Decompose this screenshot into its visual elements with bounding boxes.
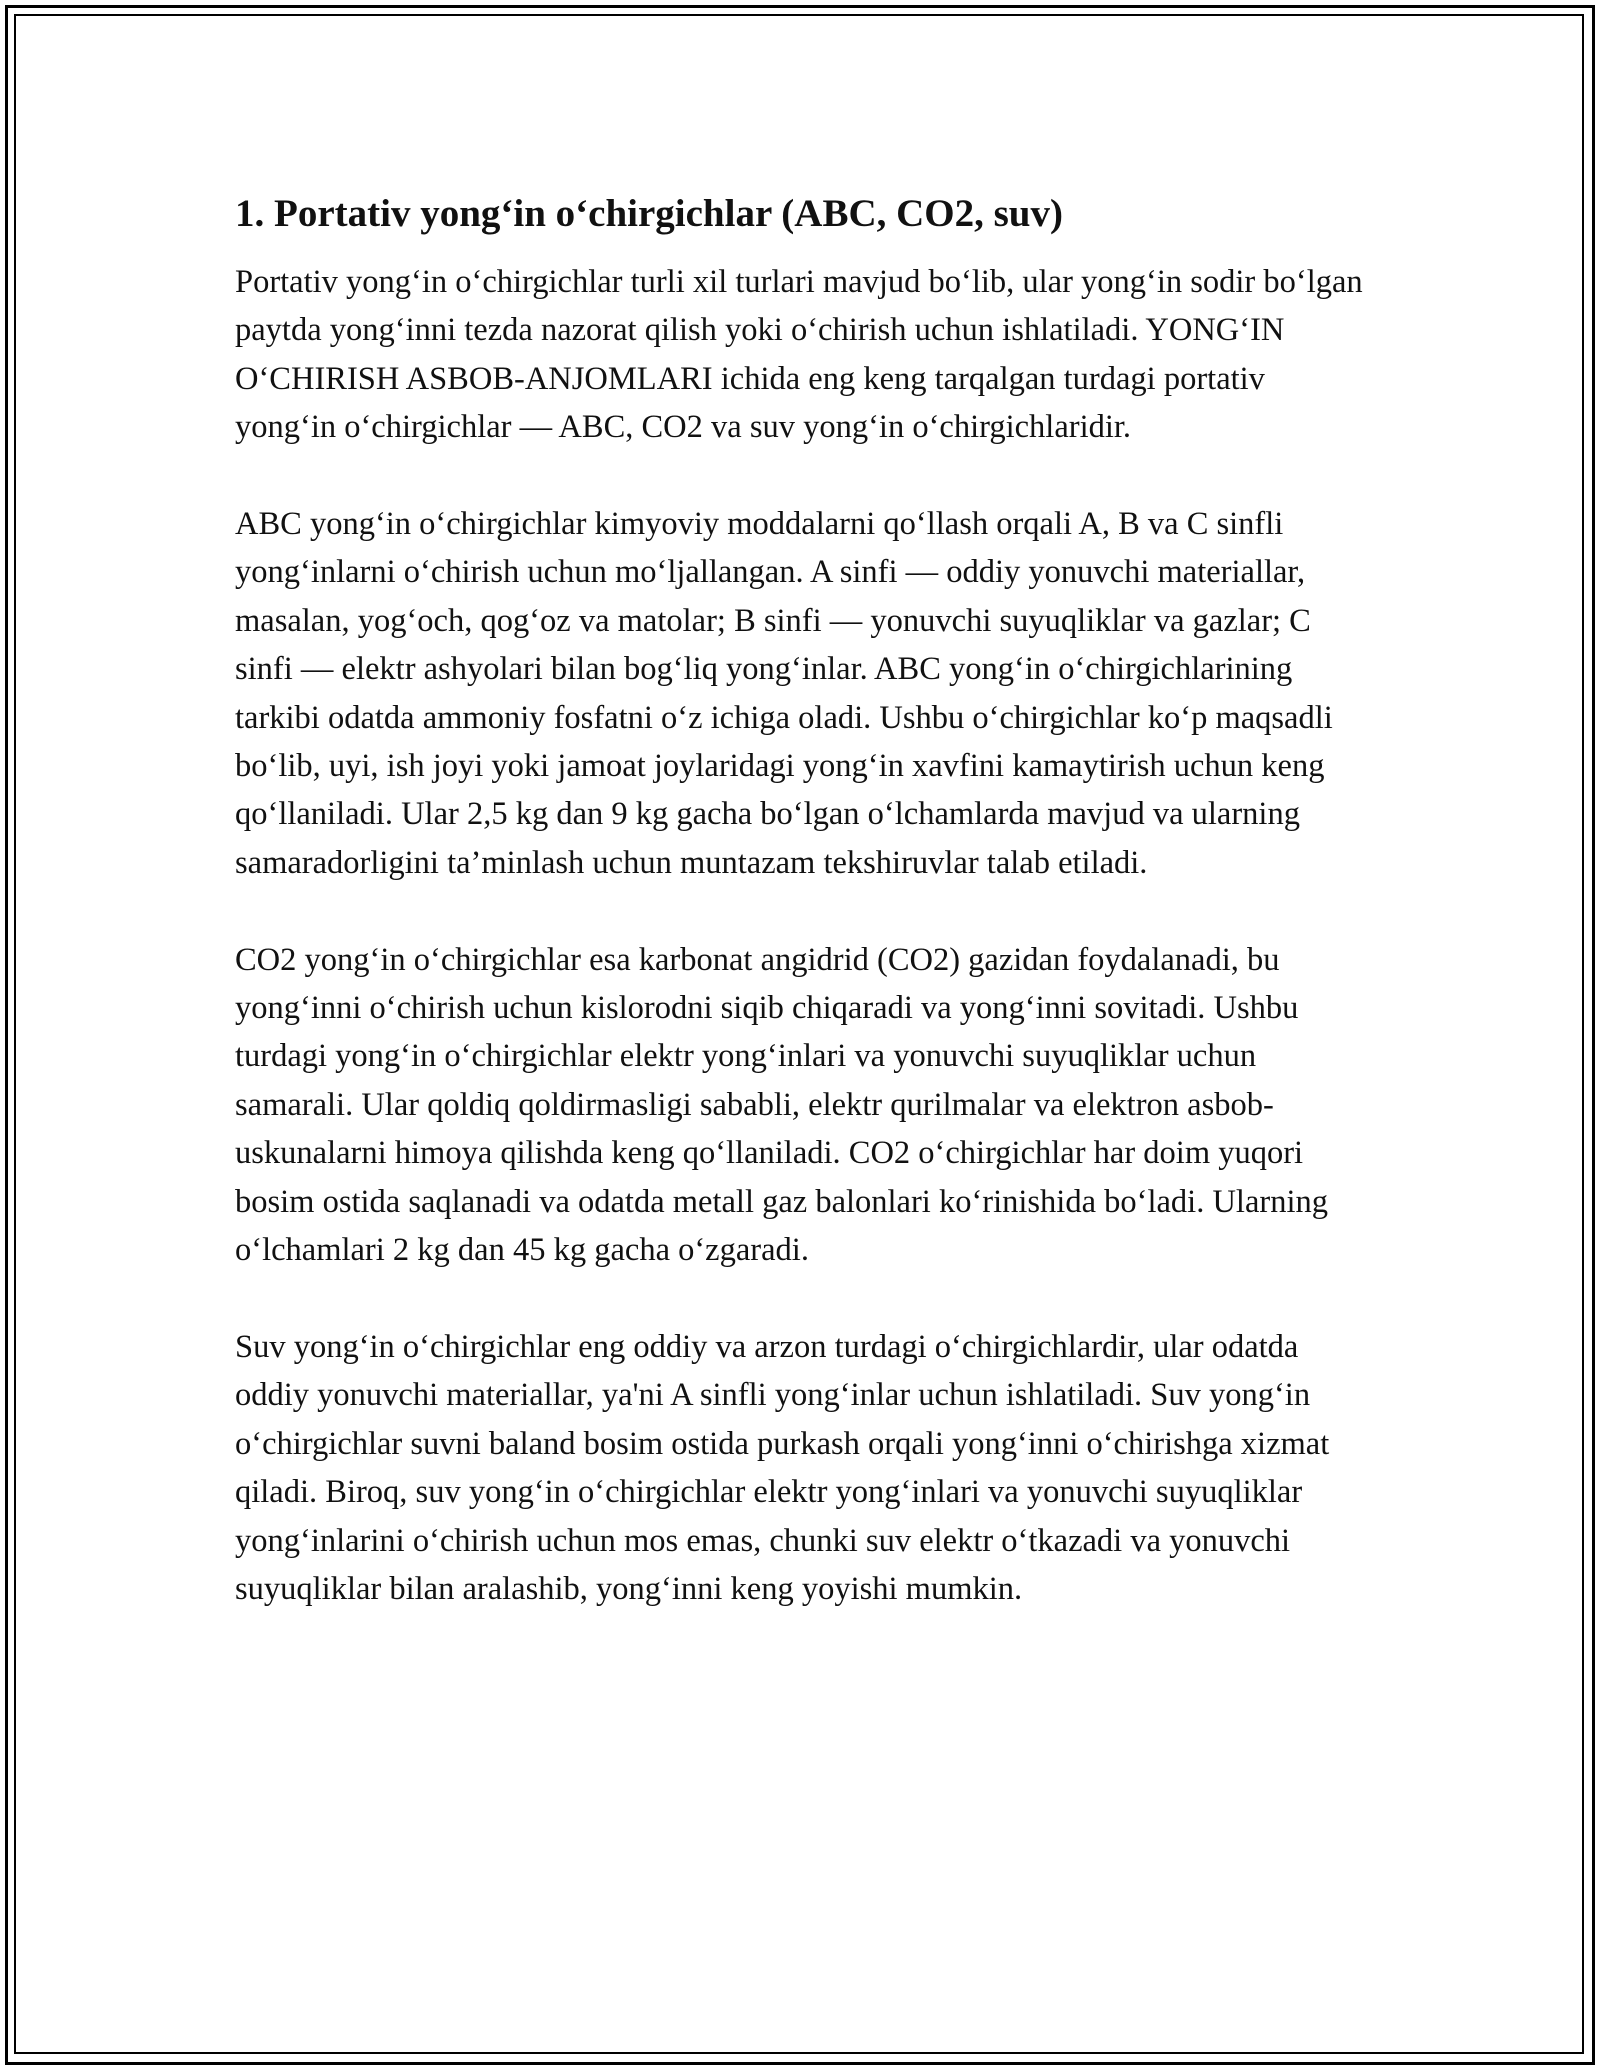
- paragraph-intro: Portativ yong‘in o‘chirgichlar turli xil turlari mavjud bo‘lib, ular yong‘in sodir bo‘lgan paytda yong‘inni tezda nazorat qilish yoki o‘chirish uchun ishlatiladi. YONG‘IN O‘CHIRISH ASBOB-ANJOMLARI ichida eng keng tarqalgan turdagi portativ yong‘in o‘chirgichlar — ABC, CO2 va suv yong‘in o‘chirgichlaridir.: [235, 264, 1363, 446]
- paragraph-water: Suv yong‘in o‘chirgichlar eng oddiy va arzon turdagi o‘chirgichlardir, ular odatda oddiy yonuvchi materiallar, ya'ni A sinfli yong‘inlar uchun ishlatiladi. Suv yong‘in o‘chirgichlar suvni baland bosim ostida purkash orqali yong‘inni o‘chirishga xizmat qiladi. Biroq, suv yong‘in o‘chirgichlar elektr yong‘inlari va yonuvchi suyuqliklar yong‘inlarini o‘chirish uchun mos emas, chunki suv elektr o‘tkazadi va yonuvchi suyuqliklar bilan aralashib, yong‘inni keng yoyishi mumkin.: [235, 1328, 1330, 1607]
- paragraph-abc: ABC yong‘in o‘chirgichlar kimyoviy moddalarni qo‘llash orqali A, B va C sinfli yong‘inlarni o‘chirish uchun mo‘ljallangan. A sinfi — oddiy yonuvchi materiallar, masalan, yog‘och, qog‘oz va matolar; B sinfi — yonuvchi suyuqliklar va gazlar; C sinfi — elektr ashyolari bilan bog‘liq yong‘inlar. ABC yong‘in o‘chirgichlarining tarkibi odatda ammoniy fosfatni o‘z ichiga oladi. Ushbu o‘chirgichlar ko‘p maqsadli bo‘lib, uyi, ish joyi yoki jamoat joylaridagi yong‘in xavfini kamaytirish uchun keng qo‘llaniladi. Ular 2,5 kg dan 9 kg gacha bo‘lgan o‘lchamlarda mavjud va ularning samaradorligini ta’minlash uchun muntazam tekshiruvlar talab etiladi.: [235, 506, 1333, 881]
- paragraph-co2: CO2 yong‘in o‘chirgichlar esa karbonat angidrid (CO2) gazidan foydalanadi, bu yong‘inni o‘chirish uchun kislorodni siqib chiqaradi va yong‘inni sovitadi. Ushbu turdagi yong‘in o‘chirgichlar elektr yong‘inlari va yonuvchi suyuqliklar uchun samarali. Ular qoldiq qoldirmasligi sababli, elektr qurilmalar va elektron asbob-uskunalarni himoya qilishda keng qo‘llaniladi. CO2 o‘chirgichlar har doim yuqori bosim ostida saqlanadi va odatda metall gaz balonlari ko‘rinishida bo‘ladi. Ularning o‘lchamlari 2 kg dan 45 kg gacha o‘zgaradi.: [235, 941, 1328, 1269]
- document-body: [235, 188, 1370, 1662]
- section-heading: 1. Portativ yong‘in o‘chirgichlar (ABC, CO2, suv): [235, 192, 1063, 235]
